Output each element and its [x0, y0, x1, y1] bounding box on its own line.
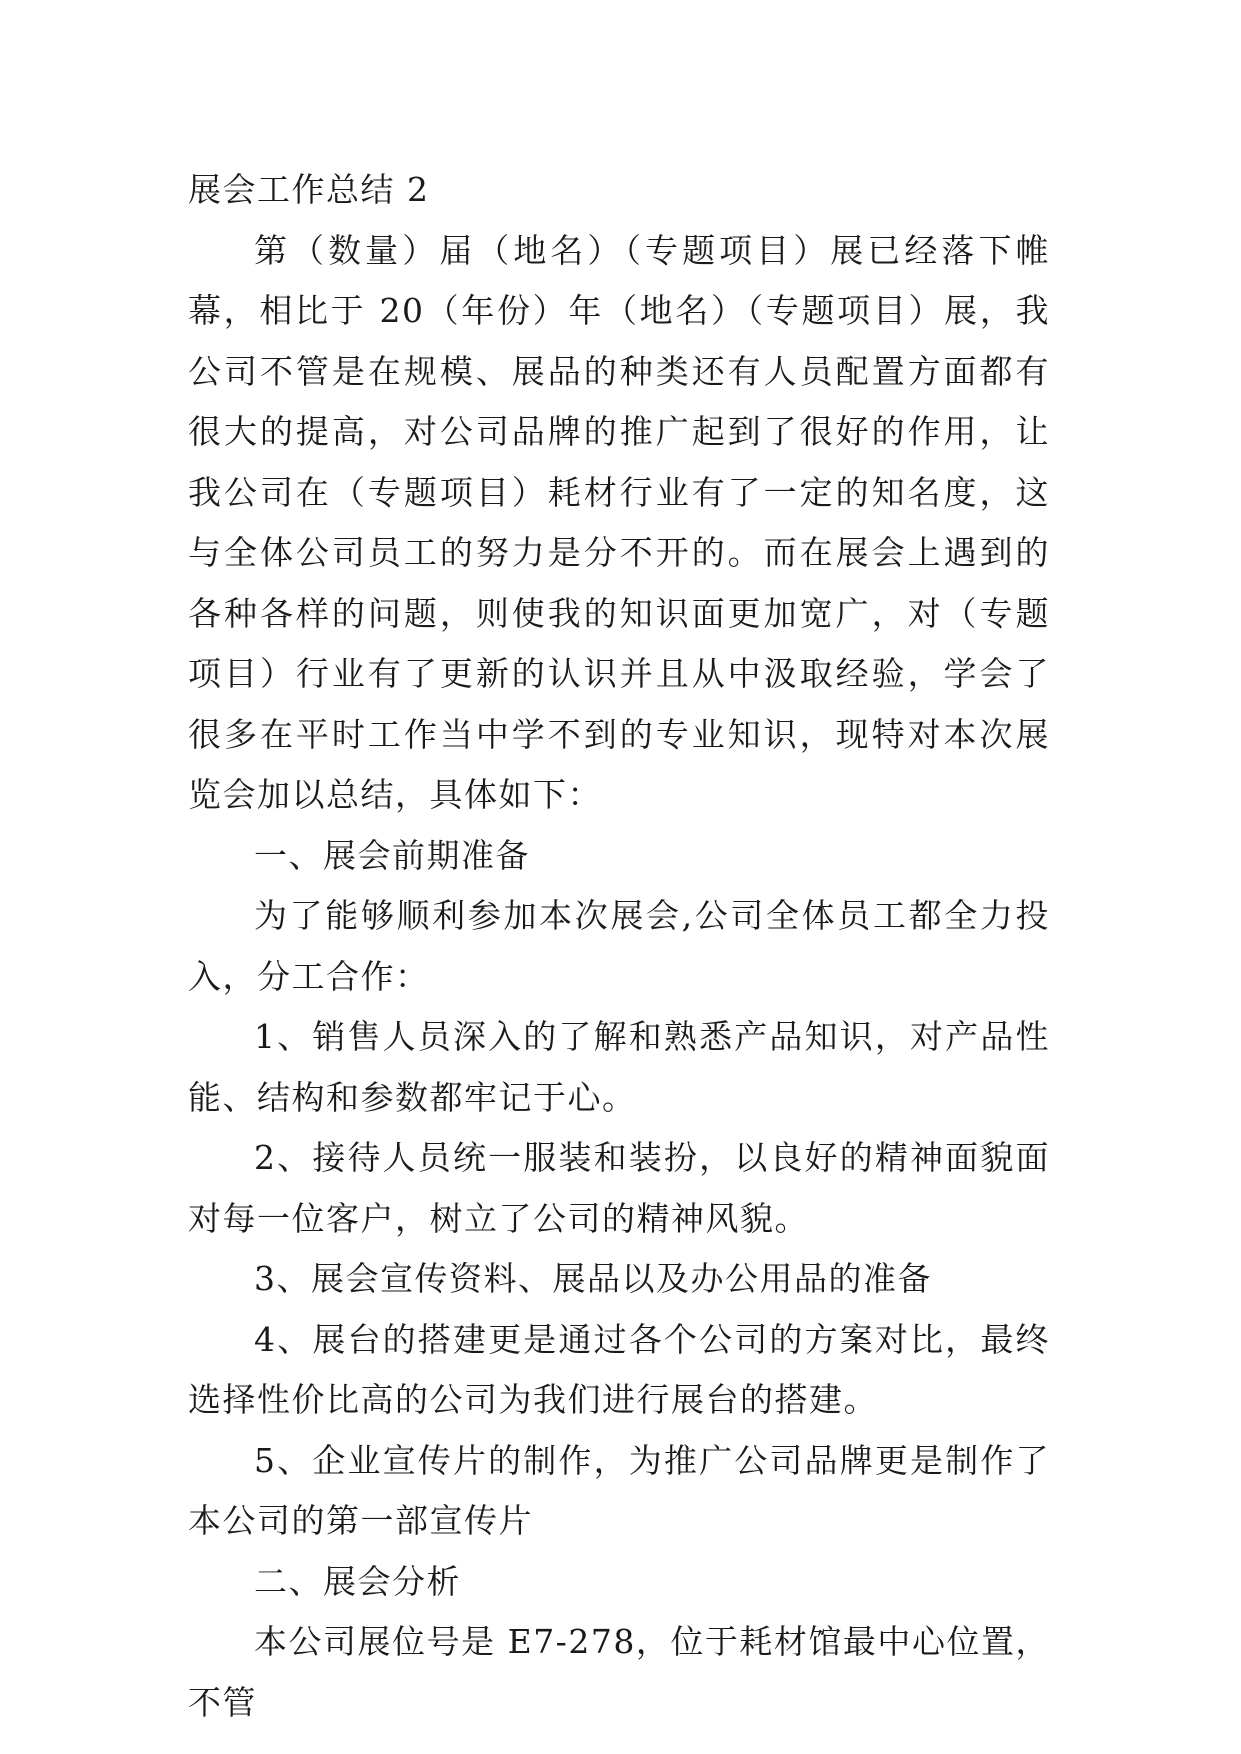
- document-body: [188, 160, 1050, 1733]
- document-title: 展会工作总结 2: [188, 170, 430, 209]
- paragraph-analysis: 本公司展位号是 E7-278，位于耗材馆最中心位置，不管: [188, 1622, 1050, 1722]
- paragraph-intro: 第（数量）届（地名）（专题项目）展已经落下帷幕，相比于 20（年份）年（地名）（专题项目）展，我公司不管是在规模、展品的种类还有人员配置方面都有很大的提高，对公司品牌的推广起到了很好的作用，让我公司在（专题项目）耗材行业有了一定的知名度，这与全体公司员工的努力是分不开的。而在展会上遇到的各种各样的问题，则使我的知识面更加宽广，对（专题项目）行业有了更新的认识并且从中汲取经验，学会了很多在平时工作当中学不到的专业知识，现特对本次展览会加以总结，具体如下：: [188, 230, 1050, 814]
- list-item-1: 1、销售人员深入的了解和熟悉产品知识，对产品性能、结构和参数都牢记于心。: [188, 1017, 1050, 1117]
- list-item-3: 3、展会宣传资料、展品以及办公用品的准备: [254, 1259, 932, 1298]
- list-item-4: 4、展台的搭建更是通过各个公司的方案对比，最终选择性价比高的公司为我们进行展台的搭建。: [188, 1319, 1050, 1419]
- list-item-2: 2、接待人员统一服装和装扮，以良好的精神面貌面对每一位客户，树立了公司的精神风貌。: [188, 1138, 1050, 1238]
- section-heading-preparation: 一、展会前期准备: [254, 835, 530, 875]
- paragraph-preparation: 为了能够顺利参加本次展会,公司全体员工都全力投入，分工合作：: [188, 896, 1050, 996]
- list-item-5: 5、企业宣传片的制作，为推广公司品牌更是制作了本公司的第一部宣传片: [188, 1440, 1050, 1540]
- section-heading-analysis: 二、展会分析: [254, 1561, 461, 1601]
